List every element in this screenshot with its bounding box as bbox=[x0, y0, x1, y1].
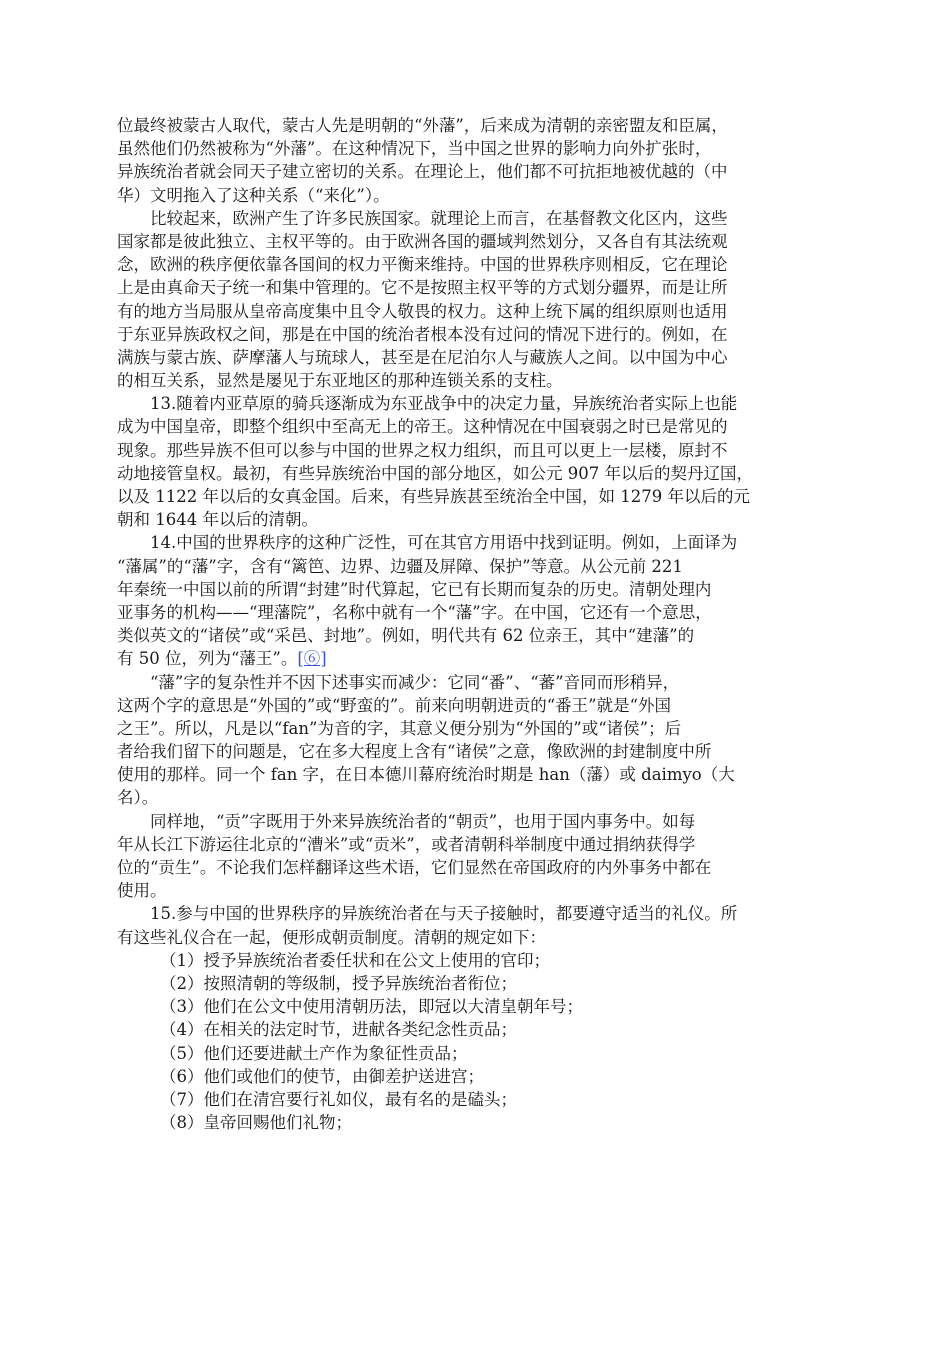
list-item: （5）他们还要进献土产作为象征性贡品； bbox=[160, 1043, 468, 1063]
body-text bbox=[117, 114, 847, 1134]
paragraph-first-line: 13.随着内亚草原的骑兵逐渐成为东亚战争中的决定力量，异族统治者实际上也能 bbox=[150, 394, 738, 414]
text-line: 有的地方当局服从皇帝高度集中且令人敬畏的权力。这种上统下属的组织原则也适用 bbox=[117, 301, 728, 321]
list-item: （6）他们或他们的使节，由御差护送进宫； bbox=[160, 1066, 484, 1086]
footnote-link[interactable]: [⑥] bbox=[297, 649, 327, 669]
text-line: 的相互关系，显然是屡见于东亚地区的那种连锁关系的支柱。 bbox=[117, 371, 563, 391]
text-line: 朝和 1644 年以后的清朝。 bbox=[117, 510, 318, 530]
text-line: 亚事务的机构——“理藩院”，名称中就有一个“藩”字。在中国，它还有一个意思， bbox=[117, 602, 712, 622]
paragraph-first-line: 14.中国的世界秩序的这种广泛性，可在其官方用语中找到证明。例如，上面译为 bbox=[150, 533, 738, 553]
text-line: 类似英文的“诸侯”或“采邑、封地”。例如，明代共有 62 位亲王，其中“建藩”的 bbox=[117, 626, 695, 646]
paragraph-first-line: 比较起来，欧洲产生了许多民族国家。就理论上而言，在基督教文化区内，这些 bbox=[150, 208, 728, 228]
text-line: 以及 1122 年以后的女真金国。后来，有些异族甚至统治全中国，如 1279 年以后的元 bbox=[117, 487, 750, 506]
text-line: 这两个字的意思是“外国的”或“野蛮的”。前来向明朝进贡的“番王”就是“外国 bbox=[117, 695, 672, 715]
text-line: 有 50 位，列为“藩王”。 bbox=[117, 649, 298, 669]
text-line: 华）文明拖入了这种关系（“来化”）。 bbox=[117, 185, 390, 205]
text-line: 成为中国皇帝，即整个组织中至高无上的帝王。这种情况在中国衰弱之时已是常见的 bbox=[117, 417, 728, 437]
text-line: “藩属”的“藩”字，含有“篱笆、边界、边疆及屏障、保护”等意。从公元前 221 bbox=[117, 556, 683, 576]
list-item: （3）他们在公文中使用清朝历法，即冠以大清皇朝年号； bbox=[160, 997, 583, 1017]
text-line: 上是由真命天子统一和集中管理的。它不是按照主权平等的方式划分疆界，而是让所 bbox=[117, 278, 728, 298]
paragraph-first-line: 15.参与中国的世界秩序的异族统治者在与天子接触时，都要遵守适当的礼仪。所 bbox=[150, 904, 738, 924]
list-item: （1）授予异族统治者委任状和在公文上使用的官印； bbox=[160, 950, 550, 970]
text-line: 异族统治者就会同天子建立密切的关系。在理论上，他们都不可抗拒地被优越的（中 bbox=[117, 162, 728, 182]
text-line: 年从长江下游运往北京的“漕米”或“贡米”，或者清朝科举制度中通过捐纳获得学 bbox=[117, 834, 696, 854]
text-line: 于东亚异族政权之间，那是在中国的统治者根本没有过问的情况下进行的。例如，在 bbox=[117, 324, 728, 344]
text-line: 年秦统一中国以前的所谓“封建”时代算起，它已有长期而复杂的历史。清朝处理内 bbox=[117, 579, 712, 599]
text-line: 念，欧洲的秩序便依靠各国间的权力平衡来维持。中国的世界秩序则相反，它在理论 bbox=[117, 255, 728, 275]
text-line-with-footnote bbox=[117, 647, 847, 670]
text-line: 位最终被蒙古人取代，蒙古人先是明朝的“外藩”，后来成为清朝的亲密盟友和臣属， bbox=[117, 116, 728, 135]
list-item: （7）他们在清宫要行礼如仪，最有名的是磕头； bbox=[160, 1089, 517, 1109]
list-item: （8）皇帝回赐他们礼物； bbox=[160, 1113, 352, 1133]
text-line: 动地接管皇权。最初，有些异族统治中国的部分地区，如公元 907 年以后的契丹辽国， bbox=[117, 463, 753, 483]
text-line: 名）。 bbox=[117, 788, 159, 808]
text-line: 国家都是彼此独立、主权平等的。由于欧洲各国的疆域判然划分，又各自有其法统观 bbox=[117, 231, 728, 251]
list-item: （4）在相关的法定时节，进献各类纪念性贡品； bbox=[160, 1020, 517, 1040]
text-line: 有这些礼仪合在一起，便形成朝贡制度。清朝的规定如下： bbox=[117, 927, 546, 947]
text-line: 者给我们留下的问题是，它在多大程度上含有“诸侯”之意，像欧洲的封建制度中所 bbox=[117, 742, 712, 762]
text-line: 使用。 bbox=[117, 881, 167, 901]
paragraph-first-line: 同样地，“贡”字既用于外来异族统治者的“朝贡”，也用于国内事务中。如每 bbox=[150, 811, 696, 831]
text-line: 之王”。所以，凡是以“fan”为音的字，其意义便分别为“外国的”或“诸侯”；后 bbox=[117, 718, 682, 738]
text-line: 现象。那些异族不但可以参与中国的世界之权力组织，而且可以更上一层楼，原封不 bbox=[117, 440, 728, 460]
text-line: 满族与蒙古族、萨摩藩人与琉球人，甚至是在尼泊尔人与藏族人之间。以中国为中心 bbox=[117, 347, 728, 367]
text-line: 虽然他们仍然被称为“外藩”。在这种情况下，当中国之世界的影响力向外扩张时， bbox=[117, 139, 712, 159]
list-item: （2）按照清朝的等级制，授予异族统治者衔位； bbox=[160, 973, 517, 993]
paragraph-first-line: “藩”字的复杂性并不因下述事实而减少：它同“番”、“蕃”音同而形稍异， bbox=[150, 672, 680, 692]
text-line: 使用的那样。同一个 fan 字，在日本德川幕府统治时期是 han（藩）或 daimyo（大 bbox=[117, 765, 735, 785]
text-line: 位的“贡生”。不论我们怎样翻译这些术语，它们显然在帝国政府的内外事务中都在 bbox=[117, 858, 712, 877]
